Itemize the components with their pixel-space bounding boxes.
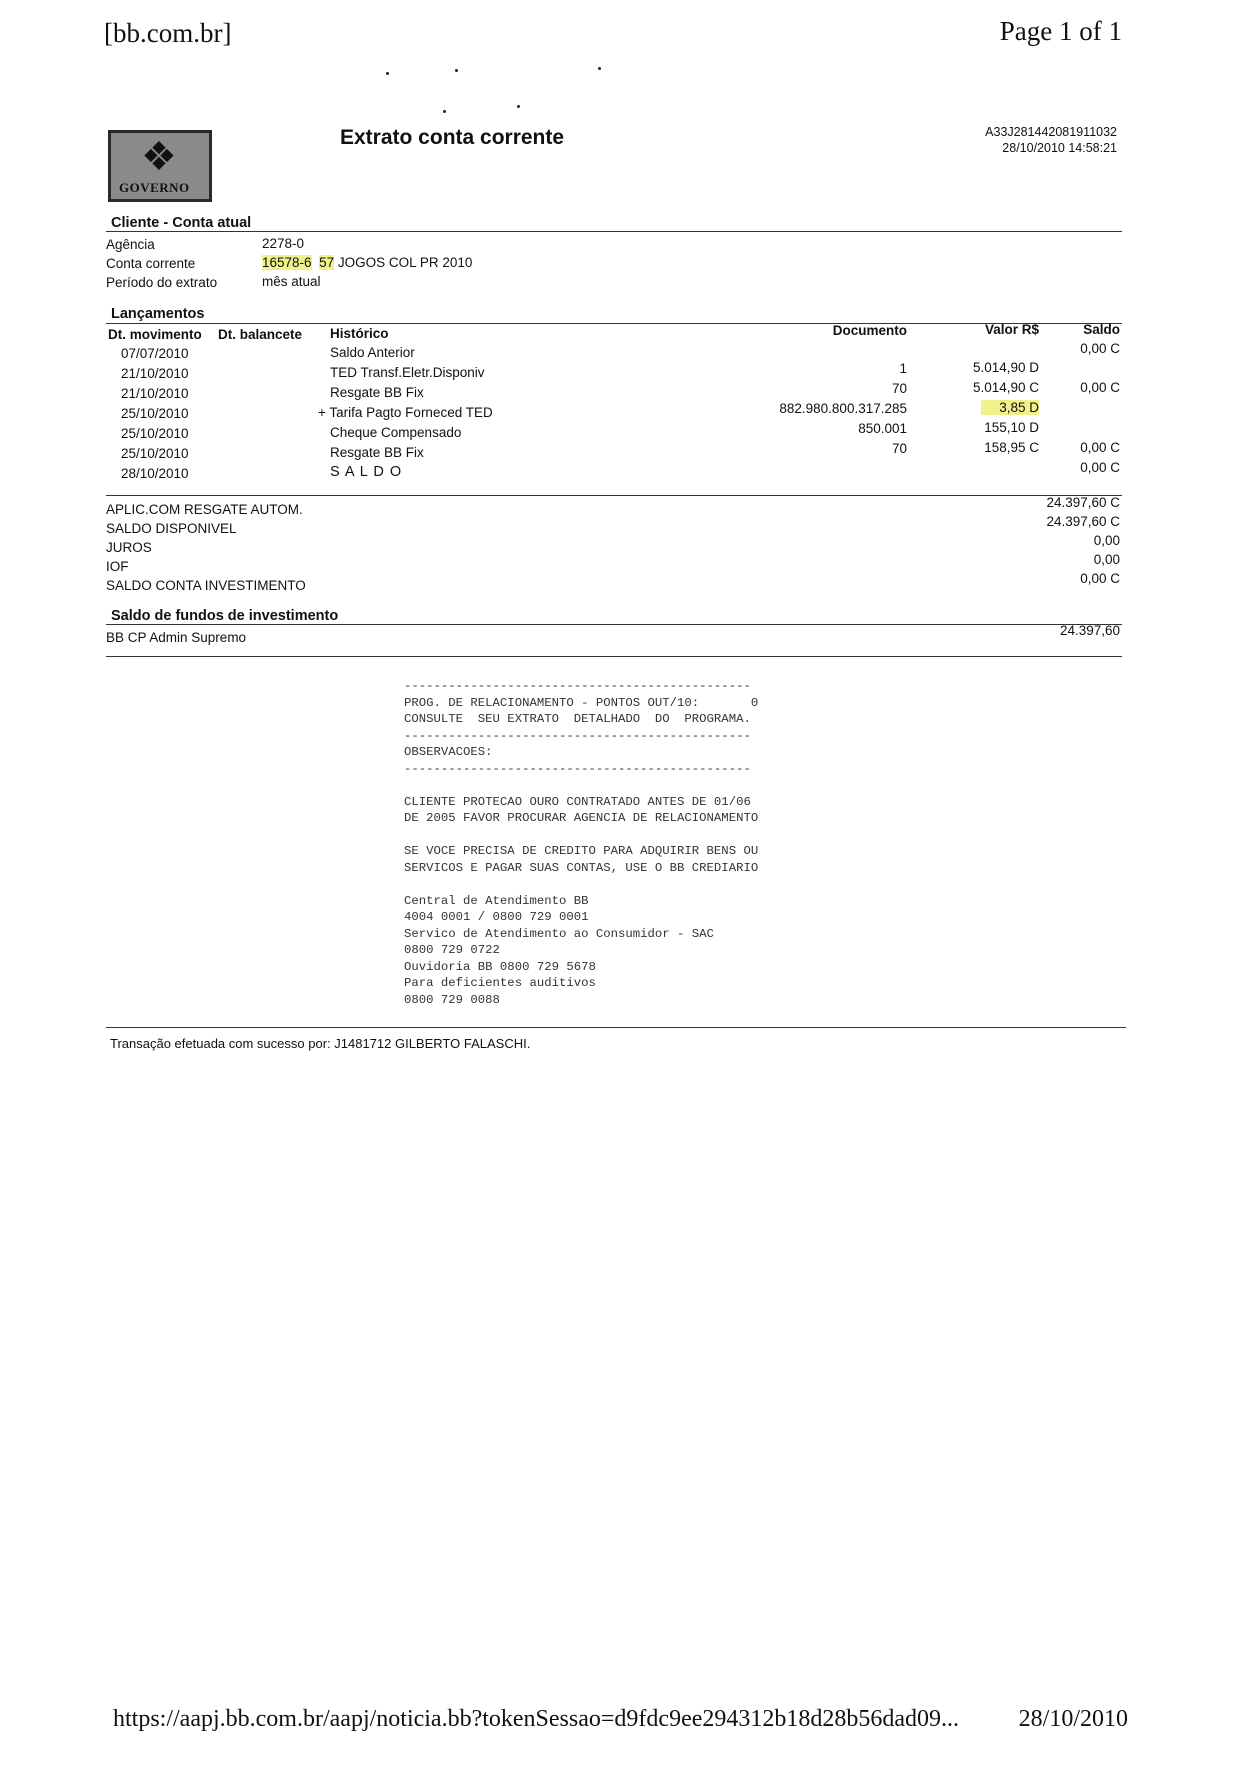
row-dt-movimento: 21/10/2010 (121, 366, 189, 381)
row-documento: 70 (891, 381, 907, 396)
page-url: https://aapj.bb.com.br/aapj/noticia.bb?tokenSessao=d9fdc9ee294312b18d28b56dad09... (113, 1706, 960, 1732)
row-valor: 5.014,90 D (972, 360, 1039, 375)
row-dt-movimento: 25/10/2010 (121, 406, 189, 421)
summary-label: SALDO DISPONIVEL (106, 521, 237, 536)
scan-speck (386, 72, 389, 75)
divider (106, 656, 1122, 657)
message-block: ----------------------------------------------- PROG. DE RELACIONAMENTO - PONTOS OUT/10: 0 CONSULTE SEU EXTRATO DETALHADO DO PROGRAMA. ----------------------------------------------- OBSERVACOES: ----------------------------------------------- CLIENTE PROTECAO OURO CONTRATADO ANTES DE 01/06 DE 2005 FAVOR PROCURAR AGENCIA DE RELACIONAMENTO SE VOCE PRECISA DE CREDITO PARA ADQUIRIR BENS OU SERVICOS E PAGAR SUAS CONTAS, USE O BB CREDIARIO Central de Atendimento BB 4004 0001 / 0800 729 0001 Servico de Atendimento ao Consumidor - SAC 0800 729 0722 Ouvidoria BB 0800 729 5678 Para deficientes auditivos 0800 729 0088 (404, 679, 759, 1007)
funds-section-title: Saldo de fundos de investimento (111, 608, 339, 624)
fund-name: BB CP Admin Supremo (106, 630, 247, 645)
agencia-value: 2278-0 (262, 236, 305, 251)
row-historico: Cheque Compensado (330, 425, 462, 440)
transaction-note: Transação efetuada com sucesso por: J1481712 GILBERTO FALASCHI. (110, 1036, 531, 1051)
summary-value: 0,00 (1093, 552, 1120, 567)
row-historico: Resgate BB Fix (330, 445, 424, 460)
col-documento: Documento (832, 323, 907, 338)
agencia-label: Agência (106, 237, 155, 252)
summary-value: 24.397,60 C (1046, 495, 1120, 510)
summary-value: 0,00 (1093, 533, 1120, 548)
row-saldo: 0,00 C (1080, 380, 1120, 395)
bank-logo (108, 130, 212, 202)
print-date: 28/10/2010 (1018, 1706, 1128, 1732)
page-indicator: Page 1 of 1 (999, 16, 1122, 46)
conta-label: Conta corrente (106, 256, 196, 271)
divider (106, 1027, 1126, 1028)
row-documento: 850.001 (858, 421, 907, 436)
conta-name-highlight: 57 (319, 255, 335, 270)
row-dt-movimento: 25/10/2010 (121, 426, 189, 441)
row-historico: + Tarifa Pagto Forneced TED (318, 405, 493, 420)
row-saldo: 0,00 C (1080, 460, 1120, 475)
document-title: Extrato conta corrente (340, 126, 565, 149)
site-header: [bb.com.br] (104, 18, 232, 48)
row-historico: Saldo Anterior (330, 345, 415, 360)
summary-value: 0,00 C (1080, 571, 1120, 586)
row-dt-movimento: 21/10/2010 (121, 386, 189, 401)
scan-speck (455, 69, 458, 72)
row-historico: S A L D O (330, 464, 403, 480)
col-historico: Histórico (330, 326, 389, 341)
document-meta (985, 124, 1117, 156)
conta-number: 16578-6 (262, 255, 312, 270)
summary-label: SALDO CONTA INVESTIMENTO (106, 578, 306, 593)
row-historico: TED Transf.Eletr.Disponiv (330, 365, 485, 380)
divider (106, 323, 1122, 324)
row-dt-movimento: 28/10/2010 (121, 466, 189, 481)
fund-value: 24.397,60 (1059, 623, 1120, 638)
row-historico: Resgate BB Fix (330, 385, 424, 400)
document-id: A33J281442081911032 (985, 125, 1117, 139)
summary-value: 24.397,60 C (1046, 514, 1120, 529)
conta-value (262, 255, 472, 270)
lancamentos-section-title: Lançamentos (111, 306, 205, 322)
row-valor-highlighted: 3,85 D (981, 400, 1039, 415)
row-dt-movimento: 25/10/2010 (121, 446, 189, 461)
row-documento: 882.980.800.317.285 (779, 401, 907, 416)
periodo-label: Período do extrato (106, 275, 218, 290)
col-dt-movimento: Dt. movimento (108, 327, 202, 342)
row-valor: 155,10 D (984, 420, 1039, 435)
col-dt-balancete: Dt. balancete (218, 327, 303, 342)
row-documento: 70 (891, 441, 907, 456)
row-dt-movimento: 07/07/2010 (121, 346, 189, 361)
scan-speck (598, 67, 601, 70)
scan-speck (443, 110, 446, 113)
logo-text: GOVERNO (119, 180, 190, 195)
col-saldo: Saldo (1083, 322, 1120, 337)
divider (106, 231, 1122, 232)
row-valor: 158,95 C (984, 440, 1039, 455)
row-documento: 1 (899, 361, 907, 376)
client-section-title: Cliente - Conta atual (111, 215, 252, 231)
row-saldo: 0,00 C (1080, 440, 1120, 455)
document-datetime: 28/10/2010 14:58:21 (1002, 141, 1117, 155)
scan-speck (517, 105, 520, 108)
bb-logo-icon: ❖ (141, 135, 177, 179)
conta-name: JOGOS COL PR 2010 (337, 255, 473, 270)
periodo-value: mês atual (262, 274, 321, 289)
row-valor: 5.014,90 C (972, 380, 1039, 395)
summary-label: APLIC.COM RESGATE AUTOM. (106, 502, 303, 517)
divider (106, 495, 1122, 496)
divider (106, 624, 1122, 625)
row-saldo: 0,00 C (1080, 341, 1120, 356)
summary-label: JUROS (106, 540, 152, 555)
summary-label: IOF (106, 559, 129, 574)
col-valor: Valor R$ (984, 322, 1039, 337)
